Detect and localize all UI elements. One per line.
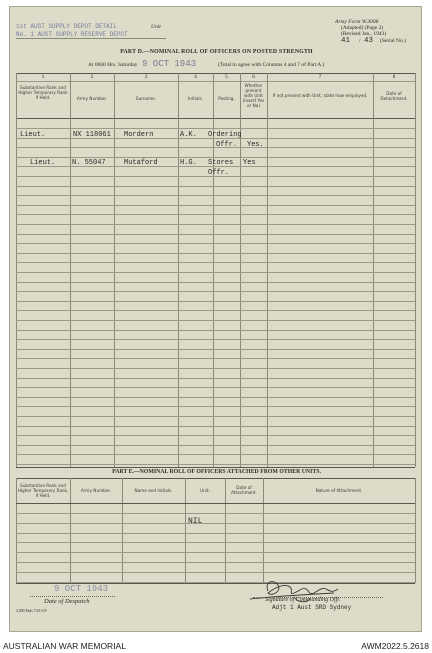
dispatch-underline <box>30 596 115 597</box>
at-line-prefix: At 0600 Hrs. Saturday <box>88 62 138 68</box>
col-num-2: 2 <box>90 74 94 80</box>
e-col-header-unit: Unit. <box>200 488 210 493</box>
ruled-line <box>16 368 415 369</box>
ruled-line <box>16 291 415 292</box>
col-num-8: 8 <box>392 74 396 80</box>
ruled-line <box>16 552 415 553</box>
ruled-line <box>16 272 415 273</box>
col-line-3 <box>178 73 179 467</box>
row2-army-number: N. 55047 <box>72 159 106 167</box>
ruled-line <box>16 435 415 436</box>
part-e-nil: NIL <box>188 517 203 526</box>
col-line-2 <box>114 73 115 467</box>
col-line-0 <box>16 73 17 467</box>
col-num-1: 1 <box>41 74 45 80</box>
ruled-line <box>16 349 415 350</box>
printer-note: 3,000 Pads 7/43 S.P. <box>16 609 48 613</box>
ruled-line <box>16 253 415 254</box>
ruled-line <box>16 562 415 563</box>
serial-year: 43 <box>364 37 374 45</box>
row1-present: Yes. <box>247 141 264 149</box>
ruled-line <box>16 320 415 321</box>
row2-posting-line2: Offr. <box>208 169 230 177</box>
table-header-rule <box>16 118 415 119</box>
col-header-rank: Substantive Rank and Higher Temporary Rank if Held. <box>18 85 68 100</box>
col-header-present: Whether present with Unit (insert Yes or No) <box>242 83 265 108</box>
col-header-employed: If not present with Unit, state how employed. <box>272 93 368 98</box>
row2-rank: Lieut. <box>30 159 56 167</box>
part-e-top-rule <box>16 467 415 468</box>
col-header-detachment: Date of Detachment. <box>380 91 408 101</box>
form-revised: (Revised Jan., 1943) <box>341 31 387 37</box>
ruled-line <box>16 186 415 187</box>
col-header-initials: Initials. <box>187 96 204 101</box>
col-num-7: 7 <box>318 74 322 80</box>
ruled-line <box>16 523 415 524</box>
row2-present: Yes <box>243 159 256 167</box>
col-num-6: 6 <box>252 74 255 80</box>
unit-stamp-line1: 1st AUST SUPPLY DEPOT DETAIL <box>16 23 117 30</box>
row1-surname: Mordern <box>124 131 154 139</box>
col-header-surname: Surname. <box>135 96 157 101</box>
ruled-line <box>16 310 415 311</box>
row2-posting-line1: Stores <box>208 159 234 167</box>
e-col-line-3 <box>185 478 186 583</box>
ruled-line <box>16 339 415 340</box>
e-col-header-army-number: Army Number. <box>80 488 112 493</box>
ruled-line <box>16 358 415 359</box>
unit-underline <box>16 38 166 39</box>
ruled-line <box>16 214 415 215</box>
row1-posting-line2: Offr. <box>216 141 238 149</box>
ruled-line <box>16 464 415 465</box>
row2-surname: Mutaford <box>124 159 158 167</box>
ruled-line <box>16 454 415 455</box>
col-header-posting: Posting. <box>218 96 235 101</box>
archive-caption-bar <box>0 636 432 653</box>
ruled-line <box>16 205 415 206</box>
ruled-line <box>16 426 415 427</box>
ruled-line <box>16 416 415 417</box>
col-num-4: 4 <box>194 74 197 80</box>
part-e-header-top <box>16 478 415 479</box>
col-line-6 <box>267 73 268 467</box>
ruled-line <box>16 387 415 388</box>
e-col-line-6 <box>415 478 416 583</box>
ruled-line <box>16 224 415 225</box>
ruled-line <box>16 513 415 514</box>
col-line-8 <box>415 73 416 467</box>
ruled-line <box>16 445 415 446</box>
row1-army-number: NX 118061 <box>73 131 111 139</box>
ruled-line <box>16 406 415 407</box>
unit-label: Unit <box>151 24 161 30</box>
ruled-line <box>16 195 415 196</box>
ruled-line <box>16 262 415 263</box>
e-col-header-date: Date of Attachment. <box>231 485 257 495</box>
serial-slash: / <box>359 38 361 44</box>
caption-institution: AUSTRALIAN WAR MEMORIAL <box>3 641 126 651</box>
col-header-army-number: Army Number. <box>76 96 108 101</box>
e-col-header-nature: Nature of Attachment. <box>315 488 363 493</box>
date-stamp: 9 OCT 1943 <box>142 59 197 69</box>
dispatch-date-stamp: 9 OCT 1943 <box>54 584 109 594</box>
col-num-5: 5 <box>225 74 228 80</box>
unit-stamp-line2: No. 1 AUST SUPPLY RESERVE DEPOT <box>16 31 128 38</box>
ruled-line <box>16 378 415 379</box>
signature-caption: Adjt 1 Aust SRD Sydney <box>272 604 352 611</box>
e-col-line-1 <box>70 478 71 583</box>
dispatch-label: Date of Despatch <box>44 598 90 605</box>
ruled-line <box>16 330 415 331</box>
ruled-line <box>16 234 415 235</box>
part-e-title: PART E.—NOMINAL ROLL OF OFFICERS ATTACHED FROM OTHER UNITS. <box>112 469 321 475</box>
ruled-line <box>16 301 415 302</box>
ruled-line <box>16 533 415 534</box>
col-num-3: 3 <box>144 74 148 80</box>
ruled-line <box>16 397 415 398</box>
caption-accession: AWM2022.5.2618 <box>361 641 429 651</box>
e-col-header-rank: Substantive Rank and Higher Temporary Rank, if Held. <box>17 483 69 498</box>
col-line-1 <box>70 73 71 467</box>
serial-label: (Serial No.) <box>380 38 406 44</box>
row1-posting-line1: Ordering <box>208 131 242 139</box>
signature-label: Signature of Commanding Offr. <box>265 597 341 603</box>
e-col-line-2 <box>122 478 123 583</box>
form-adapted: (Adapted) (Page 2) <box>341 25 384 31</box>
table-colnum-rule <box>16 81 415 82</box>
row1-rank: Lieut. <box>20 131 46 139</box>
form-number: Army Form W.3008 <box>335 19 379 25</box>
row2-initials: H.G. <box>180 159 197 167</box>
part-e-header-bottom <box>16 503 415 504</box>
e-col-header-name: Name and Initials. <box>134 488 173 493</box>
part-d-title: PART D.—NOMINAL ROLL OF OFFICERS ON POSTED STRENGTH <box>120 49 313 55</box>
ruled-line <box>16 243 415 244</box>
row1-initials: A.K. <box>180 131 197 139</box>
e-col-line-5 <box>263 478 264 583</box>
at-line-suffix: (Total to agree with Columns 4 and 7 of Part A.) <box>218 62 325 68</box>
ruled-line <box>16 157 415 158</box>
ruled-line <box>16 542 415 543</box>
ruled-line <box>16 282 415 283</box>
col-line-7 <box>373 73 374 467</box>
serial-number: 41 <box>341 37 351 45</box>
form-sheet <box>9 6 422 632</box>
ruled-line <box>16 128 415 129</box>
